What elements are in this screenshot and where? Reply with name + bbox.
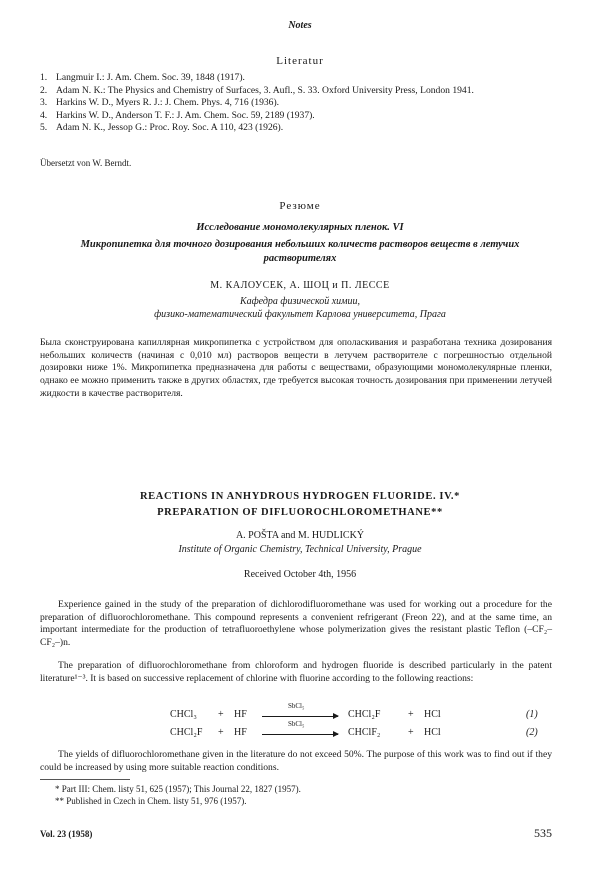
reference-item bbox=[40, 85, 552, 98]
equation-number: (2) bbox=[526, 727, 538, 738]
reference-number: 3. bbox=[40, 97, 48, 109]
article-authors: A. POŠTA and M. HUDLICKÝ bbox=[235, 530, 365, 541]
product: HCl bbox=[424, 727, 441, 738]
reference-text: Langmuir I.: J. Am. Chem. Soc. 39, 1848 (1917). bbox=[56, 72, 245, 83]
footnote-list bbox=[55, 783, 560, 807]
translator-note: Übersetzt von W. Berndt. bbox=[40, 158, 132, 168]
catalyst-label: SbCl₅ bbox=[288, 702, 305, 710]
plus-sign: + bbox=[408, 727, 414, 738]
article-title bbox=[40, 489, 560, 521]
article-affiliation: Institute of Organic Chemistry, Technical University, Prague bbox=[178, 544, 422, 555]
reference-text: Harkins W. D., Anderson T. F.: J. Am. Chem. Soc. 59, 2189 (1937). bbox=[56, 109, 315, 121]
equation-1 bbox=[170, 702, 550, 723]
equation-number: (1) bbox=[526, 709, 538, 720]
footnote: ** Published in Czech in Chem. listy 51, 976 (1957). bbox=[55, 796, 247, 806]
reference-number: 4. bbox=[40, 109, 48, 121]
reference-text: Adam N. K.: The Physics and Chemistry of Surfaces, 3. Aufl., S. 33. Oxford University Press, London 1941. bbox=[56, 84, 474, 96]
reference-item bbox=[40, 97, 552, 110]
resume-authors: М. КАЛОУСЕК, А. ШОЦ и П. ЛЕССЕ bbox=[210, 280, 390, 291]
resume-series-title: Исследование мономолекулярных пленок. VI bbox=[196, 222, 404, 233]
body-paragraph: The preparation of difluorochloromethane from chloroform and hydrogen fluoride is described particularly in the patent literature¹⁻³. It is based on successive replacement of chlorine with fluorine according to the following reactions: bbox=[40, 660, 552, 684]
plus-sign: + bbox=[218, 709, 224, 720]
resume-subtitle: Микропипетка для точного дозирования небольших количеств растворов веществ в летучих растворителях bbox=[80, 239, 520, 264]
reactant: CHCl₃ bbox=[170, 709, 197, 720]
reactant: HF bbox=[234, 709, 247, 720]
resume-heading: Резюме bbox=[279, 200, 321, 212]
plus-sign: + bbox=[218, 727, 224, 738]
volume-label: Vol. 23 (1958) bbox=[40, 829, 93, 839]
article-title-line: REACTIONS IN ANHYDROUS HYDROGEN FLUORIDE. IV.* bbox=[140, 491, 460, 502]
resume-affiliation-line: физико-математический факультет Карлова университета, Прага bbox=[154, 309, 446, 320]
reaction-arrow-icon bbox=[262, 734, 338, 735]
running-head: Notes bbox=[288, 20, 312, 31]
article-title-line: PREPARATION OF DIFLUOROCHLOROMETHANE** bbox=[157, 507, 443, 518]
equation-2 bbox=[170, 720, 550, 741]
reaction-arrow-icon bbox=[262, 716, 338, 717]
reference-text: Adam N. K., Jessop G.: Proc. Roy. Soc. A 110, 423 (1926). bbox=[56, 122, 284, 134]
reference-item bbox=[40, 110, 552, 123]
reactant: HF bbox=[234, 727, 247, 738]
article-received-date: Received October 4th, 1956 bbox=[243, 569, 357, 580]
footnote: * Part III: Chem. listy 51, 625 (1957); This Journal 22, 1827 (1957). bbox=[55, 784, 301, 794]
reference-item bbox=[40, 122, 552, 135]
resume-affiliation-line: Кафедра физической химии, bbox=[239, 296, 361, 307]
reference-list bbox=[40, 72, 552, 135]
reference-number: 1. bbox=[40, 72, 48, 83]
body-paragraph: Experience gained in the study of the preparation of dichlorodifluoromethane was used for working out a procedure for the preparation of difluorochloromethane. This compound represents a convenient refrigerant (Freon 22), and at the same time, an important intermediate for the production of tetrafluoroethylene whose polymerization gives the resistant plastic Teflon (–CF₂–CF₂–)n. bbox=[40, 599, 552, 648]
resume-affiliation bbox=[60, 295, 540, 321]
footnote-divider bbox=[40, 779, 130, 780]
reactant: CHCl₂F bbox=[170, 727, 203, 738]
reference-text: Harkins W. D., Myers R. J.: J. Chem. Phys. 4, 716 (1936). bbox=[56, 97, 280, 109]
catalyst-label: SbCl₅ bbox=[288, 720, 305, 728]
reference-number: 2. bbox=[40, 84, 48, 96]
plus-sign: + bbox=[408, 709, 414, 720]
resume-abstract: Была сконструирована капиллярная микропипетка с устройством для ополаскивания и разработана техника дозирования небольших количеств (начиная с 0,010 мл) растворов вещести в летучем растворителе с погрешностью отдельной дозировки ниже 1%. Микропипетка предназначена для работы с веществами, образующими мономолекулярные пленки, однако ее можно применить также в других областях, где требуется высокая точность дозирования при применении летучей жидкости в качестве растворителя. bbox=[40, 337, 552, 399]
page-number: 535 bbox=[534, 826, 552, 840]
body-paragraph: The yields of difluorochloromethane given in the literature do not exceed 50%. The purpose of this work was to find out if they could be increased by using more suitable reaction conditions. bbox=[40, 749, 552, 773]
product: CHCl₂F bbox=[348, 709, 381, 720]
product: CHClF₂ bbox=[348, 727, 381, 738]
reference-item bbox=[40, 72, 552, 85]
product: HCl bbox=[424, 709, 441, 720]
reference-number: 5. bbox=[40, 122, 48, 134]
literature-heading: Literatur bbox=[276, 55, 324, 67]
